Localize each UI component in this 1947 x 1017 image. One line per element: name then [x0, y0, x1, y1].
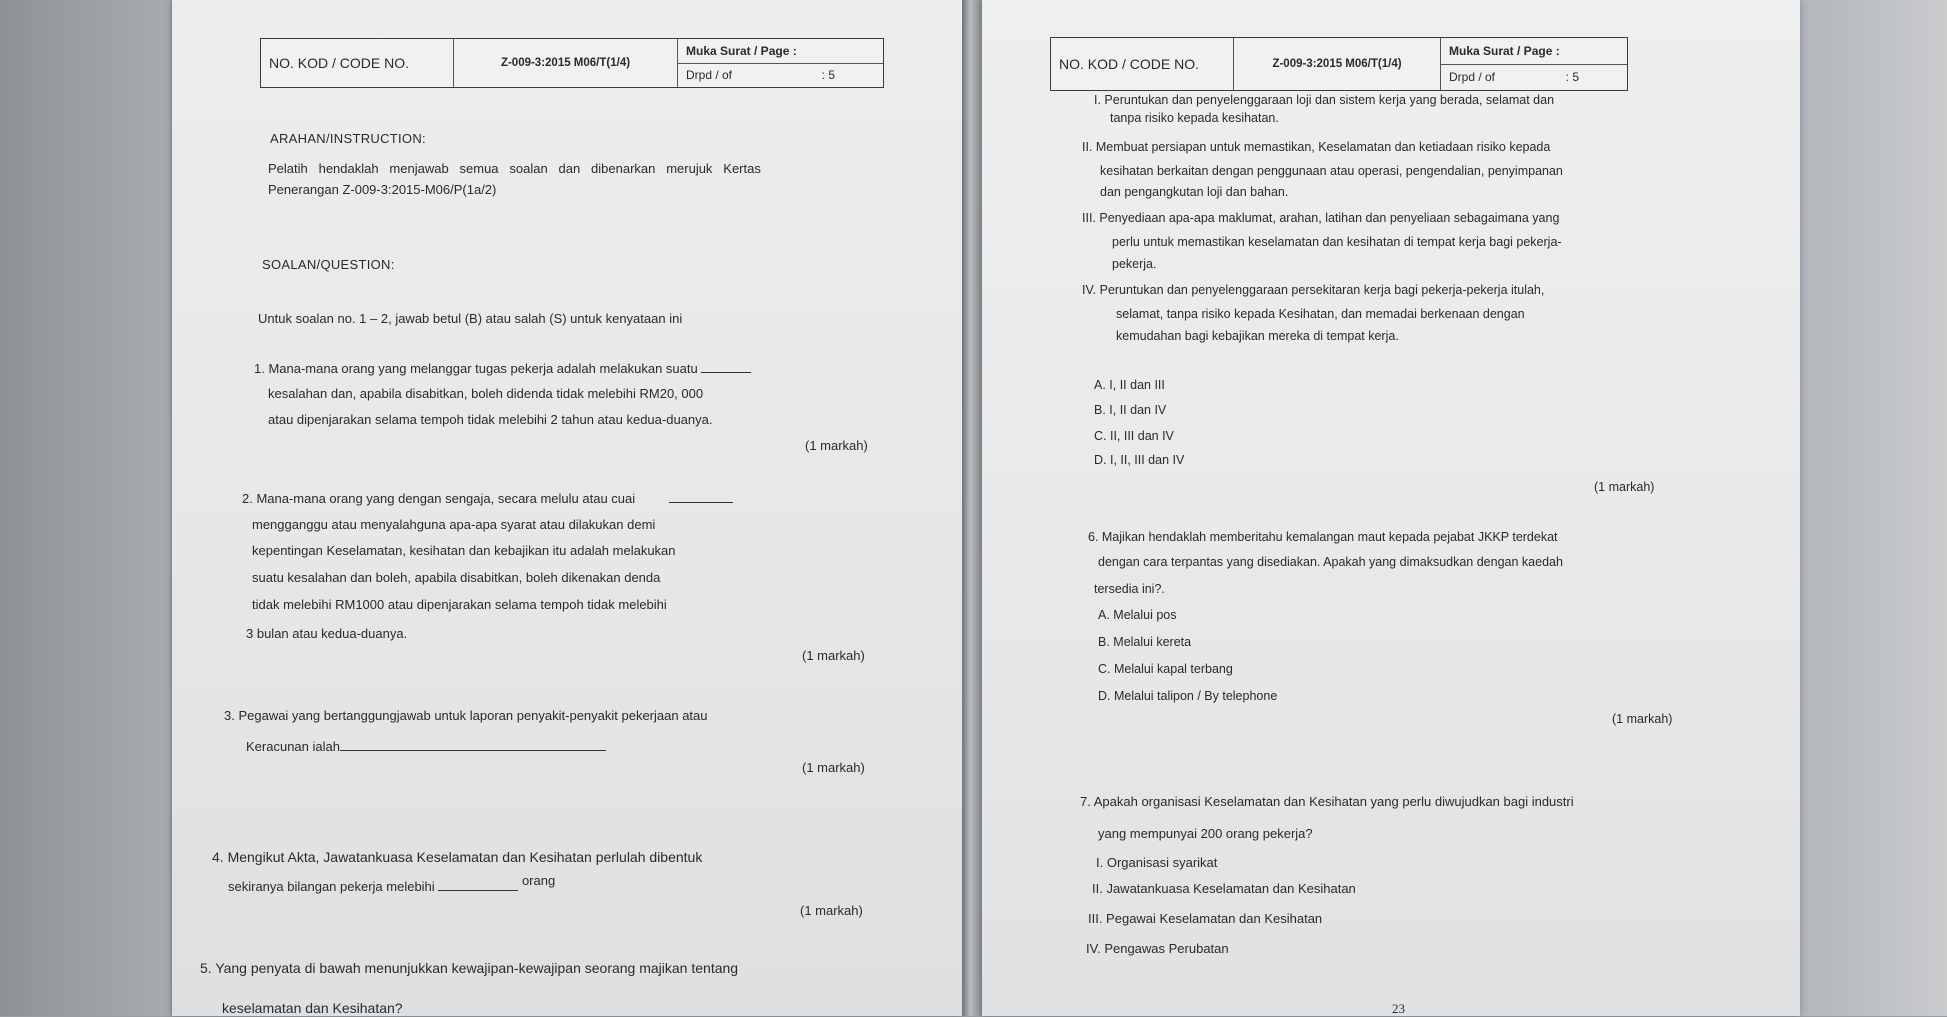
right-of-value: : 5 — [1565, 70, 1579, 85]
right-of-label: Drpd / of — [1449, 70, 1496, 85]
q5-option-c: C. II, III dan IV — [1094, 429, 1174, 443]
instruction-heading: ARAHAN/INSTRUCTION: — [270, 131, 426, 146]
question-intro: Untuk soalan no. 1 – 2, jawab betul (B) atau salah (S) untuk kenyataan ini — [258, 311, 683, 326]
instruction-line-2: Penerangan Z-009-3:2015-M06/P(1a/2) — [268, 182, 497, 197]
instruction-line-1: Pelatih hendaklah menjawab semua soalan dan dibenarkan merujuk Kertas — [268, 161, 761, 176]
right-of-row — [1441, 65, 1627, 91]
item-2-line-2: kesihatan berkaitan dengan penggunaan atau operasi, pengendalian, penyimpanan — [1100, 164, 1563, 178]
q1-line-1: 1. Mana-mana orang yang melanggar tugas pekerja adalah melakukan suatu — [254, 360, 751, 377]
q6-mark: (1 markah) — [1612, 712, 1673, 726]
q3-line-1: 3. Pegawai yang bertanggungjawab untuk laporan penyakit-penyakit pekerjaan atau — [224, 708, 708, 723]
q7-line-2: yang mempunyai 200 orang pekerja? — [1098, 826, 1313, 841]
q4-line-1: 4. Mengikut Akta, Jawatankuasa Keselamatan dan Kesihatan perlulah dibentuk — [212, 849, 703, 865]
item-1-line-1: I. Peruntukan dan penyelenggaraan loji dan sistem kerja yang berada, selamat dan — [1094, 93, 1555, 107]
q4-mark: (1 markah) — [800, 903, 863, 918]
q2-mark: (1 markah) — [802, 648, 865, 663]
q7-line-1: 7. Apakah organisasi Keselamatan dan Kesihatan yang perlu diwujudkan bagi industri — [1080, 794, 1574, 809]
q2-line-6: 3 bulan atau kedua-duanya. — [246, 626, 408, 641]
q1-mark: (1 markah) — [805, 438, 868, 453]
q2-line-1: 2. Mana-mana orang yang dengan sengaja, secara melulu atau cuai — [242, 490, 733, 507]
q6-option-b: B. Melalui kereta — [1098, 635, 1192, 649]
right-header-table — [1050, 37, 1628, 91]
q7-option-4: IV. Pengawas Perubatan — [1086, 941, 1229, 956]
q5-line-2: keselamatan dan Kesihatan? — [222, 1000, 403, 1016]
right-code-value: Z-009-3:2015 M06/T(1/4) — [1234, 38, 1441, 90]
q7-option-1: I. Organisasi syarikat — [1096, 855, 1218, 870]
page-number: 23 — [1392, 1001, 1405, 1016]
q6-option-a: A. Melalui pos — [1098, 608, 1177, 622]
item-2-line-1: II. Membuat persiapan untuk memastikan, Keselamatan dan ketiadaan risiko kepada — [1082, 140, 1551, 154]
q6-line-1: 6. Majikan hendaklah memberitahu kemalangan maut kepada pejabat JKKP terdekat — [1088, 530, 1558, 544]
q3-answer-blank[interactable] — [340, 738, 606, 751]
q6-line-3: tersedia ini?. — [1094, 582, 1165, 596]
item-4-line-3: kemudahan bagi kebajikan mereka di tempat kerja. — [1116, 329, 1399, 343]
book-gutter — [962, 0, 982, 1016]
q1-answer-blank[interactable] — [701, 360, 751, 373]
right-page-cell — [1441, 38, 1627, 90]
q6-option-d: D. Melalui talipon / By telephone — [1098, 689, 1278, 703]
q5-option-b: B. I, II dan IV — [1094, 403, 1167, 417]
right-page-label: Muka Surat / Page : — [1441, 38, 1627, 65]
right-code-label: NO. KOD / CODE NO. — [1051, 38, 1234, 90]
q5-option-d: D. I, II, III dan IV — [1094, 453, 1185, 467]
page-cell — [678, 39, 883, 87]
code-label: NO. KOD / CODE NO. — [261, 39, 454, 87]
left-header-table — [260, 38, 884, 88]
background-left — [0, 0, 170, 1016]
q2-line-3: kepentingan Keselamatan, kesihatan dan kebajikan itu adalah melakukan — [252, 543, 676, 558]
q5-mark: (1 markah) — [1594, 480, 1655, 494]
q4-line-2: sekiranya bilangan pekerja melebihi orang — [228, 873, 556, 894]
item-2-line-3: dan pengangkutan loji dan bahan. — [1100, 185, 1289, 199]
page-label: Muka Surat / Page : — [678, 39, 883, 64]
q6-option-c: C. Melalui kapal terbang — [1098, 662, 1233, 676]
q4-answer-blank[interactable] — [438, 878, 518, 891]
item-4-line-1: IV. Peruntukan dan penyelenggaraan persekitaran kerja bagi pekerja-pekerja itulah, — [1082, 283, 1545, 297]
background-right — [1797, 0, 1947, 1016]
of-label: Drpd / of — [686, 68, 733, 83]
q3-line-2: Keracunan ialah — [246, 738, 606, 755]
item-3-line-1: III. Penyediaan apa-apa maklumat, arahan, latihan dan penyeliaan sebagaimana yang — [1082, 211, 1560, 225]
q5-option-a: A. I, II dan III — [1094, 378, 1165, 392]
q7-option-2: II. Jawatankuasa Keselamatan dan Kesihatan — [1092, 881, 1356, 896]
q1-line-2: kesalahan dan, apabila disabitkan, boleh didenda tidak melebihi RM20, 000 — [268, 386, 704, 401]
question-heading: SOALAN/QUESTION: — [262, 257, 395, 272]
q7-option-3: III. Pegawai Keselamatan dan Kesihatan — [1088, 911, 1323, 926]
code-value: Z-009-3:2015 M06/T(1/4) — [454, 39, 678, 87]
q6-line-2: dengan cara terpantas yang disediakan. Apakah yang dimaksudkan dengan kaedah — [1098, 555, 1563, 569]
q3-mark: (1 markah) — [802, 760, 865, 775]
of-row — [678, 64, 883, 88]
q2-line-5: tidak melebihi RM1000 atau dipenjarakan selama tempoh tidak melebihi — [252, 597, 667, 612]
item-4-line-2: selamat, tanpa risiko kepada Kesihatan, dan memadai berkenaan dengan — [1116, 307, 1525, 321]
q2-line-4: suatu kesalahan dan boleh, apabila disabitkan, boleh dikenakan denda — [252, 570, 661, 585]
item-1-line-2: tanpa risiko kepada kesihatan. — [1110, 111, 1279, 125]
q2-line-2: mengganggu atau menyalahguna apa-apa syarat atau dilakukan demi — [252, 517, 656, 532]
q2-answer-blank[interactable] — [669, 490, 733, 503]
q5-line-1: 5. Yang penyata di bawah menunjukkan kewajipan-kewajipan seorang majikan tentang — [200, 960, 739, 976]
of-value: : 5 — [821, 68, 835, 83]
q1-line-3: atau dipenjarakan selama tempoh tidak melebihi 2 tahun atau kedua-duanya. — [268, 412, 713, 427]
item-3-line-3: pekerja. — [1112, 257, 1157, 271]
item-3-line-2: perlu untuk memastikan keselamatan dan kesihatan di tempat kerja bagi pekerja- — [1112, 235, 1562, 249]
